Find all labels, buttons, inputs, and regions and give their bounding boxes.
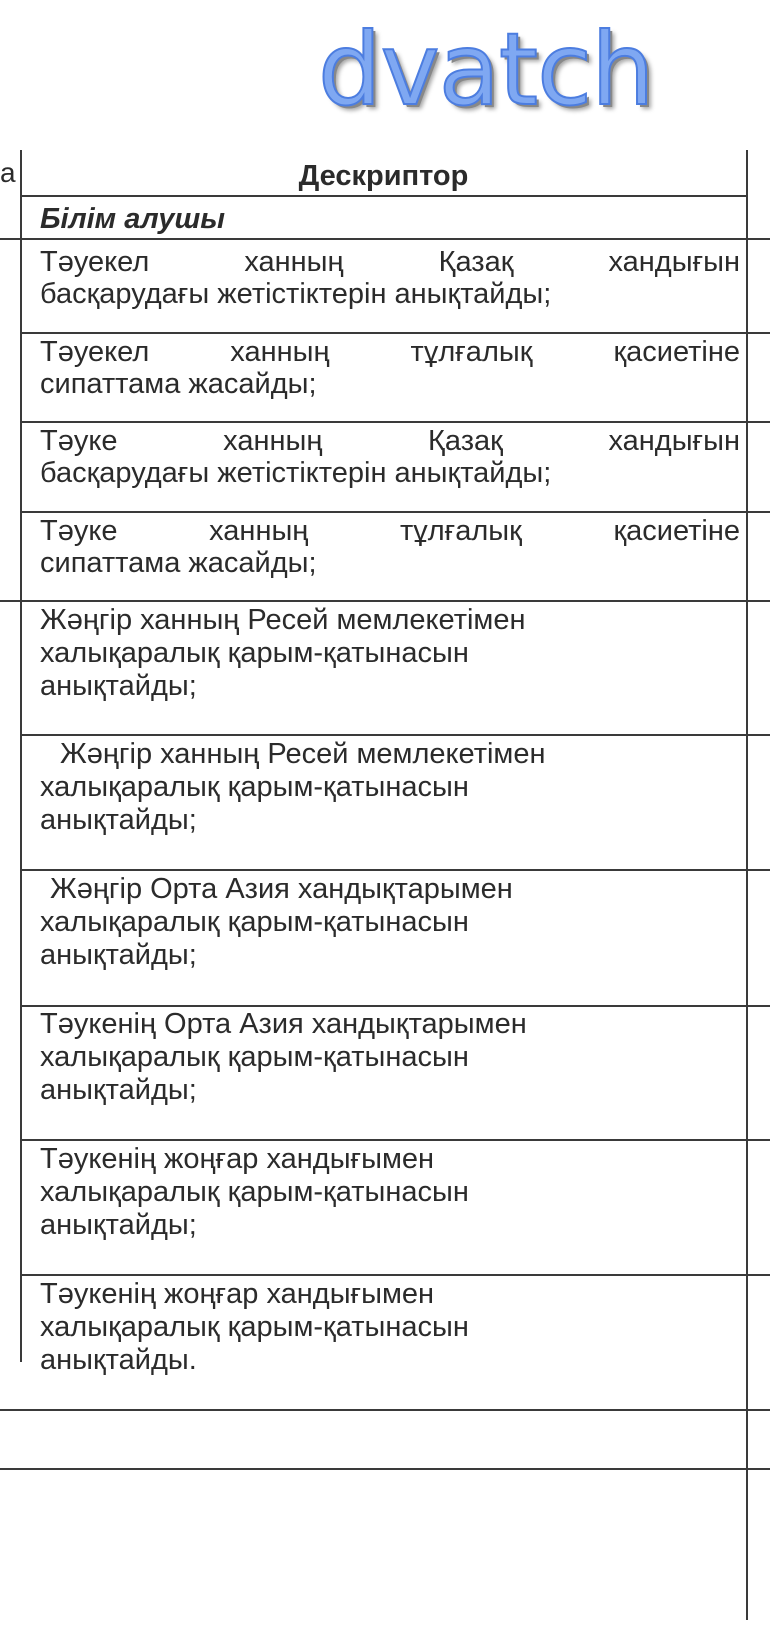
row-line: халықаралық қарым-қатынасын xyxy=(40,771,469,803)
row-rule-1 xyxy=(20,332,770,334)
row-line: анықтайды; xyxy=(40,670,197,702)
row-line: Жәңгір ханның Ресей мемлекетімен xyxy=(60,738,546,770)
row-line: Тәукенің жоңғар хандығымен xyxy=(40,1278,435,1310)
row-line: халықаралық қарым-қатынасын xyxy=(40,1176,469,1208)
row-line: халықаралық қарым-қатынасын xyxy=(40,637,469,669)
row-rule-9 xyxy=(20,1274,770,1276)
left-column-fragment: а xyxy=(0,157,16,188)
row-rule-2 xyxy=(20,421,770,423)
row-line: Тәукенің Орта Азия хандықтарымен xyxy=(40,1008,527,1040)
row-line: Тәуекел ханның тұлғалық қасиетіне xyxy=(40,336,740,368)
table-row xyxy=(40,873,740,972)
table-row xyxy=(40,738,740,837)
row-line: Тәуке ханның тұлғалық қасиетіне xyxy=(40,515,740,547)
row-line: Тәуке ханның Қазақ хандығын xyxy=(40,425,740,457)
row-line: Жәңгір Орта Азия хандықтарымен xyxy=(50,873,513,905)
row-line: басқарудағы жетістіктерін анықтайды; xyxy=(40,278,552,310)
row-line: анықтайды; xyxy=(40,939,197,971)
table-row xyxy=(40,604,740,703)
table-row xyxy=(40,336,740,400)
row-line: халықаралық қарым-қатынасын xyxy=(40,906,469,938)
row-rule-3 xyxy=(20,511,770,513)
row-line: Тәуекел ханның Қазақ хандығын xyxy=(40,246,740,278)
table-row xyxy=(40,425,740,489)
row-rule-6 xyxy=(20,869,770,871)
table-row xyxy=(40,246,740,310)
table-subheader: Білім алушы xyxy=(40,203,226,235)
table-header: Дескриптор xyxy=(298,160,469,192)
row-line: сипаттама жасайды; xyxy=(40,547,317,579)
subheader-bottom-rule xyxy=(0,238,770,240)
row-line: сипаттама жасайды; xyxy=(40,368,317,400)
row-rule-5 xyxy=(20,734,770,736)
row-line: басқарудағы жетістіктерін анықтайды; xyxy=(40,457,552,489)
row-rule-8 xyxy=(20,1139,770,1141)
row-line: анықтайды; xyxy=(40,804,197,836)
row-line: анықтайды. xyxy=(40,1344,197,1376)
table-bottom-rule xyxy=(0,1468,770,1470)
row-line: анықтайды; xyxy=(40,1209,197,1241)
row-rule-7 xyxy=(20,1005,770,1007)
row-line: Жәңгір ханның Ресей мемлекетімен xyxy=(40,604,526,636)
row-line: Тәукенің жоңғар хандығымен xyxy=(40,1143,435,1175)
table-row xyxy=(40,1008,740,1107)
row-line: анықтайды; xyxy=(40,1074,197,1106)
header-bottom-rule xyxy=(20,195,748,197)
table-row xyxy=(40,1278,740,1377)
table-row xyxy=(40,515,740,579)
row-line: халықаралық қарым-қатынасын xyxy=(40,1041,469,1073)
table-row xyxy=(40,1143,740,1242)
watermark-logo: dvatch xyxy=(318,11,654,128)
row-line: халықаралық қарым-қатынасын xyxy=(40,1311,469,1343)
table-right-border xyxy=(746,150,748,1620)
row-rule-4 xyxy=(0,600,770,602)
row-rule-10 xyxy=(0,1409,770,1411)
